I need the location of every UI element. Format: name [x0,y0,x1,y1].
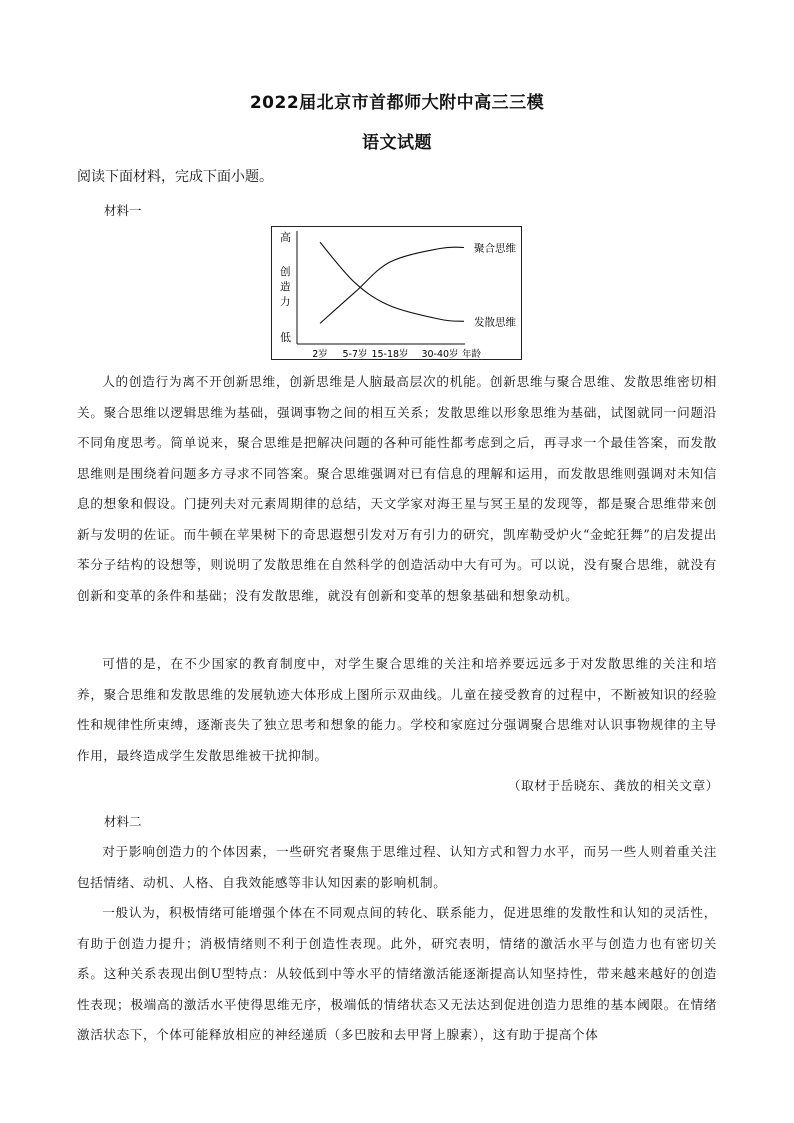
y-axis-label [280,265,291,308]
page-title: 2022届北京市首都师大附中高三三模 [249,93,545,113]
x-tick-label: 5-7岁 [342,349,368,359]
material1-paragraph-2: 可惜的是，在不少国家的教育制度中，对学生聚合思维的关注和培养要远远多于对发散思维的关注和培养，聚合思维和发散思维的发展轨迹大体形成上图所示双曲线。儿童在接受教育的过程中，不断被知识的经验性和规律性所束缚，逐渐丧失了独立思考和想象的能力。学校和家庭过分强调聚合思维对认识事物规律的主导作用，最终造成学生发散思维被干扰抑制。 [77,656,717,763]
x-tick-label: 30-40岁 [421,349,459,359]
source-citation: （取材于岳晓东、龚放的相关文章） [507,778,719,793]
y-bottom-label: 低 [280,331,291,344]
series-label: 发散思维 [474,316,516,329]
material1-paragraph-1: 人的创造行为离不开创新思维，创新思维是人脑最高层次的机能。创新思维与聚合思维、发散思维密切相关。聚合思维以逻辑思维为基础，强调事物之间的相互关系；发散思维以形象思维为基础，试图就同一问题沿不同角度思考。简单说来，聚合思维是把解决问题的各种可能性都考虑到之后，再寻求一个最佳答案，而发散思维则是围绕着问题多方寻求不同答案。聚合思维强调对已有信息的理解和运用，而发散思维则强调对未知信息的想象和假设。门捷列夫对元素周期律的总结，天文学家对海王星与冥王星的发现等，都是聚合思维带来创新与发明的佐证。而牛顿在苹果树下的奇思遐想引发对万有引力的研究，凯库勒受炉火“金蛇狂舞”的启发提出苯分子结构的设想等，则说明了发散思维在自然科学的创造活动中大有可为。可以说，没有聚合思维，就没有创新和变革的条件和基础；没有发散思维，就没有创新和变革的想象基础和想象动机。 [77,374,717,603]
material1-label: 材料一 [104,203,142,218]
x-tick-label: 2岁 [312,349,328,359]
material2-label: 材料二 [104,814,142,829]
page-subtitle: 语文试题 [362,133,432,153]
material2-paragraph-1: 对于影响创造力的个体因素，一些研究者聚焦于思维过程、认知方式和智力水平，而另一些人则着重关注包括情绪、动机、人格、自我效能感等非认知因素的影响机制。 [77,844,717,890]
x-axis-label: 年龄 [462,349,482,359]
series-line-divergent [320,242,464,321]
y-axis-label-char: 创 [280,266,291,278]
series-line-convergent [320,247,464,323]
material2-paragraph-2: 一般认为，积极情绪可能增强个体在不同观点间的转化、联系能力，促进思维的发散性和认知的灵活性，有助于创造力提升；消极情绪则不利于创造性表现。此外，研究表明，情绪的激活水平与创造力也有密切关系。这种关系表现出倒U型特点：从较低到中等水平的情绪激活能逐渐提高认知坚持性，带来越来越好的创造性表现；极端高的激活水平使得思维无序，极端低的情绪状态又无法达到促进创造力思维的基本阈限。在情绪激活状态下，个体可能释放相应的神经递质（多巴胺和去甲肾上腺素），这有助于提高个体 [77,905,717,1042]
y-top-label: 高 [280,231,291,244]
creativity-chart [271,226,522,360]
series-label: 聚合思维 [474,242,516,255]
instruction-text: 阅读下面材料，完成下面小题。 [77,169,273,185]
y-axis-label-char: 造 [280,281,291,293]
x-tick-label: 15-18岁 [371,349,409,359]
y-axis-label-char: 力 [280,296,291,308]
